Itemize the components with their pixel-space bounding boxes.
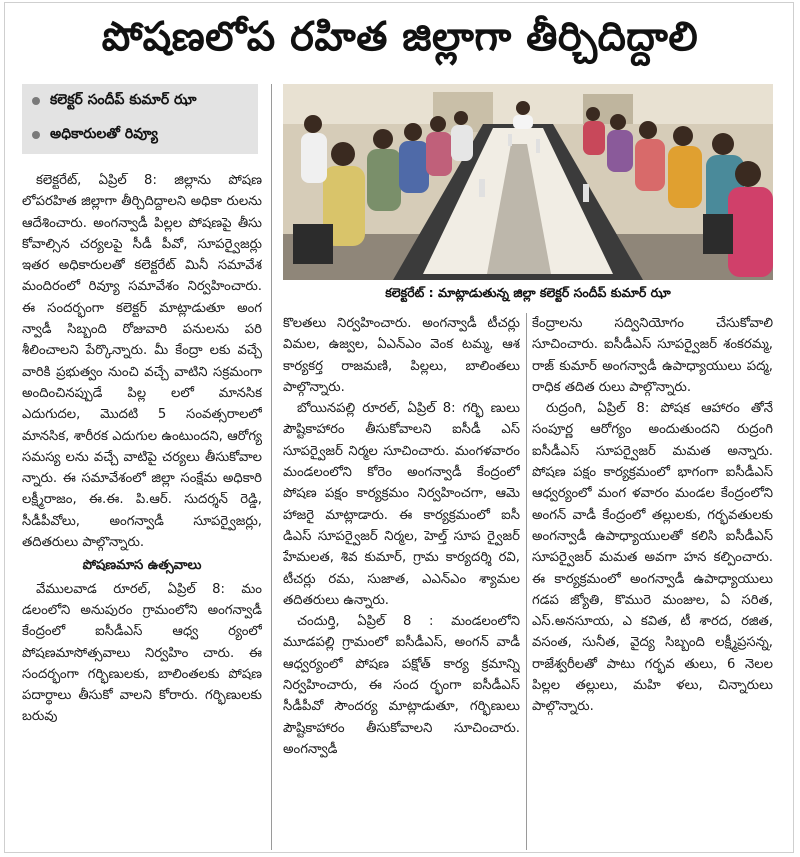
highlight-text: అధికారులతో రివ్యూ <box>50 125 158 142</box>
article-paragraph: కొలతలు నిర్వహించారు. అంగన్వాడీ టీచర్లు విమల, ఉజ్వల, ఏఎన్ఎం వెంక టమ్మ, ఆశ కార్యకర్త రాజమణి, పిల్లలు, బాలింతలు పాల్గొన్నారు. <box>283 316 520 395</box>
article-paragraph: రుద్రంగి, ఏప్రిల్ 8: పోషక ఆహారం తోనే సంపూర్ణ ఆరోగ్యం అందుతుందని రుద్రంగి ఐసీడీఎస్ సూపర్వైజర్ మమత అన్నారు. పోషణ పక్షం కార్యక్రమంలో భాగంగా ఐసీడీఎస్ ఆధ్వర్యంలో మంగ ళవారం మండల కేంద్రంలోని అంగన్ వాడీ కేంద్రంలో తల్లులకు, గర్భవతులకు అంగన్వాడీ ఉపాధ్యాయులతో కలిసి ఐసీడీఎస్ సూపర్వైజర్ మమత అవగా హన కల్పించారు. ఈ కార్యక్రమంలో అంగన్వాడీ ఉపాధ్యాయులు గడప జ్యోతి, కొమురె మంజుల, ఏ సరిత, ఎస్.అనసూయ, ఎ కవిత, టీ శారద, రజిత, వసంత, సునీత, వైద్య సిబ్బంది లక్ష్మీప్రసన్న, రాజేశ్వరీలతో పాటు గర్భవ తులు, 6 నెలల పిల్లల తల్లులు, మహి ళలు, చిన్నారులు పాల్గొన్నారు. <box>532 401 773 715</box>
article-column-3 <box>532 313 773 850</box>
column-divider <box>526 313 527 850</box>
headline: పోషణలోప రహిత జిల్లాగా తీర్చిదిద్దాలి <box>101 14 699 60</box>
article-paragraph: బోయినపల్లి రూరల్, ఏప్రిల్ 8: గర్భి ణులు పౌష్టికాహారం తీసుకోవాలని ఐసీడీ ఎస్ సూపర్వైజర్ నిర్మల సూచించారు. మంగళవారం మండలంలోని కోరెం అంగన్వాడీ కేంద్రంలో పోషణ పక్షం కార్యక్రమం నిర్వహించగా, ఆమె హాజరై మాట్లాడారు. ఈ కార్యక్రమంలో ఐసీ డిఎస్ సూపర్వైజర్ నిర్మల, హెల్త్ సూప ర్వైజర్ హేమలత, శివ కుమార్, గ్రామ కార్యదర్శి రవి, టీచర్లు రమ, సుజాత, ఎఎన్ఎం శ్యామల తదితరులు ఉన్నారు. <box>283 401 520 608</box>
column-divider <box>271 84 272 850</box>
highlight-box <box>22 84 258 154</box>
bullet-icon <box>32 97 40 105</box>
article-paragraph: కలెక్టరేట్, ఏప్రిల్ 8: జిల్లాను పోషణ లోపరహిత జిల్లాగా తీర్చిదిద్దాలని అధికా రులను ఆదేశించారు. అంగన్వాడీ పిల్లల పోషణపై తీసు కోవాల్సిన చర్యలపై సీడీ పీవో, సూపర్వైజర్లు ఇతర అధికారులతో కలెక్టరేట్ మినీ సమావేశ మందిరంలో రివ్యూ సమావేశం నిర్వహించారు. ఈ సందర్భంగా కలెక్టర్ మాట్లాడుతూ అంగ న్వాడీ సిబ్బంది రోజువారి పనులను పరి శీలించాలని పేర్కొన్నారు. మీ కేంద్రా లకు వచ్చే వారికి ప్రభుత్వం నుంచి వచ్చే వాటిని సక్రమంగా అందించినప్పుడే పిల్ల లలో మానసిక ఎదుగుదల, మొదటి 5 సంవత్సరాలలో మానసిక, శారీరక ఎదుగుల ఉంటుందని, ఆరోగ్య సమస్య లను వచ్చే వాటిపై చర్యలు తీసుకోవాల న్నారు. ఈ సమావేశంలో జిల్లా సంక్షేమ అధికారి లక్ష్మీరాజం, ఈ.ఈ. పి.ఆర్. సుదర్శన్ రెడ్డి, సీడీపీవోలు, అంగన్వాడీ సూపర్వైజర్లు, తదితరులు పాల్గొన్నారు. <box>22 173 262 551</box>
bullet-icon <box>32 131 40 139</box>
article-column-1 <box>22 170 262 850</box>
article-column-2 <box>283 313 520 850</box>
article-paragraph: కేంద్రాలను సద్వినియోగం చేసుకోవాలి సూచించారు. ఐసీడీఎస్ సూపర్వైజర్ శంకరమ్మ, రాజ్ కుమార్ అంగన్వాడీ ఉపాధ్యాయులు పద్మ, రాధిక తదిత రులు పాల్గొన్నారు. <box>532 316 773 395</box>
highlight-text: కలెక్టర్ సందీప్ కుమార్ ఝా <box>50 91 197 108</box>
highlight-item <box>22 84 258 118</box>
section-subheading: పోషణమాస ఉత్సవాలు <box>82 558 202 574</box>
highlight-item <box>22 118 258 152</box>
meeting-photo-illustration <box>283 84 773 280</box>
news-photo <box>283 84 773 280</box>
article-paragraph: వేములవాడ రూరల్, ఏప్రిల్ 8: మం డలంలోని అనుపురం గ్రామంలోని అంగన్వాడీ కేంద్రంలో ఐసీడీఎస్ ఆధ్వ ర్యంలో పోషణమాసోత్సవాలు నిర్వహిం చారు. ఈ సందర్భంగా గర్భిణులకు, బాలింతలకు పోషణ పదార్థాలు తీసుకో వాలని కోరారు. గర్భిణులకు బరువు <box>22 581 262 725</box>
photo-caption: కలెక్టరేట్ : మాట్లాడుతున్న జిల్లా కలెక్టర్ సందీప్ కుమార్ ఝా <box>385 285 671 300</box>
article-paragraph: చందుర్తి, ఏప్రిల్ 8 : మండలంలోని మూడపల్లి గ్రామంలో ఐసీడీఎస్, అంగన్ వాడీ ఆధ్వర్యంలో పోషణ పక్షోత్ కార్య క్రమాన్ని నిర్వహించారు, ఈ సంద ర్భంగా ఐసీడీఎస్ సీడీపీవో సౌందర్య మాట్లాడుతూ, గర్భిణులు పౌష్టికాహారం తీసుకోవాలని సూచించారు. అంగన్వాడీ <box>283 614 520 757</box>
